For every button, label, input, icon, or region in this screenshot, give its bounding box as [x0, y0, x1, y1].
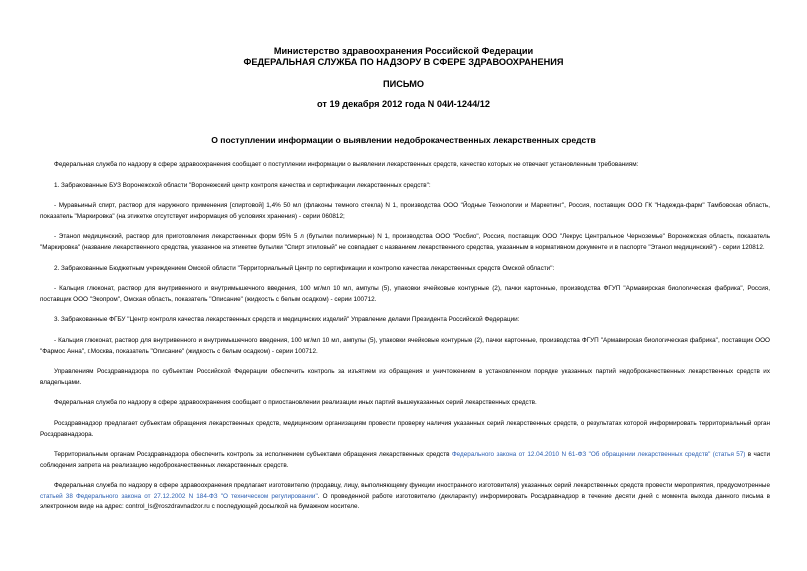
paragraph-check: Росздравнадзор предлагает субъектам обращения лекарственных средств, медицинским организациям провести проверку наличия указанных серий лекарственных средств, о результатах которой информировать территориальный орган Росздравнадзора. — [40, 419, 770, 438]
paragraph-item-1: 1. Забракованные БУЗ Воронежской области "Воронежский центр контроля качества и сертификации лекарственных средств": — [54, 181, 431, 189]
paragraph-item-2-a: - Кальция глюконат, раствор для внутривенного и внутримышечного введения, 100 мг/мл 10 мл, ампулы (5), упаковки ячейковые контурные (2), пачки картонные, производства ФГУП "Армавирская биологическая фабрика", Россия, поставщик ООО "Экопром", Омская область, показатель "Описание" (жидкость с белым осадком) - серии 100712. — [40, 285, 770, 303]
paragraph-item-1-a: - Муравьиный спирт, раствор для наружного применения [спиртовой] 1,4% 50 мл (флаконы темного стекла) N 1, производства ООО "Йодные Технологии и Маркетинг", Россия, поставщик ООО ГК "Надежда-фарм" Тамбовская область, показатель "Маркировка" (на этикетке отсутствует информация об условиях хранения) - серии 060812; — [40, 202, 770, 220]
paragraph-manufacturer-tail: . О проведенной работе изготовителю (декларанту) информировать Росздравнадзор в течение десяти дней с момента выхода данного письма в электронном виде на адрес: control_ls@roszdravnadzor.ru с последующей досылкой на бумажном носителе. — [40, 492, 770, 511]
paragraph-territorial-tail: в части соблюдения запрета на реализацию недоброкачественных лекарственных средств. — [40, 451, 770, 469]
paragraph-item-1-b: - Этанол медицинский, раствор для приготовления лекарственных форм 95% 5 л (бутылки полимерные) N 1, производства ООО "Росбио", Россия, поставщик ООО "Лекрус Центральное Черноземье" Воронежская область, показатель "Маркировка" (название лекарственного средства, указанное на этикетке бутылки "Спирт этиловый" не совпадает с названием лекарственного средства, указанным в нормативном документе и в паспорте "Этанол медицинский") - серии 120812. — [40, 233, 770, 251]
paragraph-manufacturer-text: Федеральная служба по надзору в сфере здравоохранения предлагает изготовителю (продавцу, лицу, выполняющему функции иностранного изготовителя) указанных серий лекарственных средств провести мероприятия, предусмотренные — [54, 482, 770, 490]
paragraph-item-3-a: - Кальция глюконат, раствор для внутривенного и внутримышечного введения, 100 мг/мл 10 мл, ампулы (5), упаковки ячейковые контурные (2), пачки картонные, производства ФГУП "Армавирская биологическая фабрика", поставщик ООО "Фармос Анна", г.Москва, показатель "Описание" (жидкость с белым осадком) - серии 100712. — [40, 336, 770, 355]
paragraph-territorial-text: Территориальным органам Росздравнадзора обеспечить контроль за исполнением субъектами обращения лекарственных средств — [54, 451, 452, 459]
paragraph-control: Управлениям Росздравнадзора по субъектам Российской Федерации обеспечить контроль за изъятием из обращения и уничтожением в установленном порядке указанных партий недоброкачественных лекарственных средств их владельцами. — [40, 368, 770, 386]
paragraph-item-3: 3. Забракованные ФГБУ "Центр контроля качества лекарственных средств и медицинских изделий" Управление делами Президента Российской Федерации: — [54, 316, 520, 324]
document-header — [0, 46, 807, 110]
document-title: О поступлении информации о выявлении недоброкачественных лекарственных средств — [211, 135, 596, 145]
paragraph-item-2: 2. Забракованные Бюджетным учреждением Омской области "Территориальный Центр по сертификации и контролю качества лекарственных средств Омской области": — [54, 264, 555, 272]
paragraph-suspension: Федеральная служба по надзору в сфере здравоохранения сообщает о приостановлении реализации иных партий вышеуказанных серий лекарственных средств. — [54, 399, 537, 407]
federal-law-184-link[interactable]: статьей 38 Федерального закона от 27.12.2002 N 184-ФЗ "О техническом регулировании" — [40, 492, 318, 500]
paragraph-manufacturer — [40, 481, 770, 513]
document-body — [40, 160, 770, 523]
service-name: ФЕДЕРАЛЬНАЯ СЛУЖБА ПО НАДЗОРУ В СФЕРЕ ЗДРАВООХРАНЕНИЯ — [243, 57, 564, 67]
paragraph-territorial — [40, 450, 770, 471]
federal-law-61-link[interactable]: Федерального закона от 12.04.2010 N 61-ФЗ "Об обращении лекарственных средств" (статья 57) — [451, 451, 746, 459]
document-date-number: от 19 декабря 2012 года N 04И-1244/12 — [317, 99, 490, 109]
document-type: ПИСЬМО — [382, 79, 425, 89]
paragraph-intro: Федеральная служба по надзору в сфере здравоохранения сообщает о поступлении информации о выявлении лекарственных средств, качество которых не отвечает установленным требованиям: — [54, 161, 639, 168]
ministry-name: Министерство здравоохранения Российской Федерации — [273, 46, 534, 56]
